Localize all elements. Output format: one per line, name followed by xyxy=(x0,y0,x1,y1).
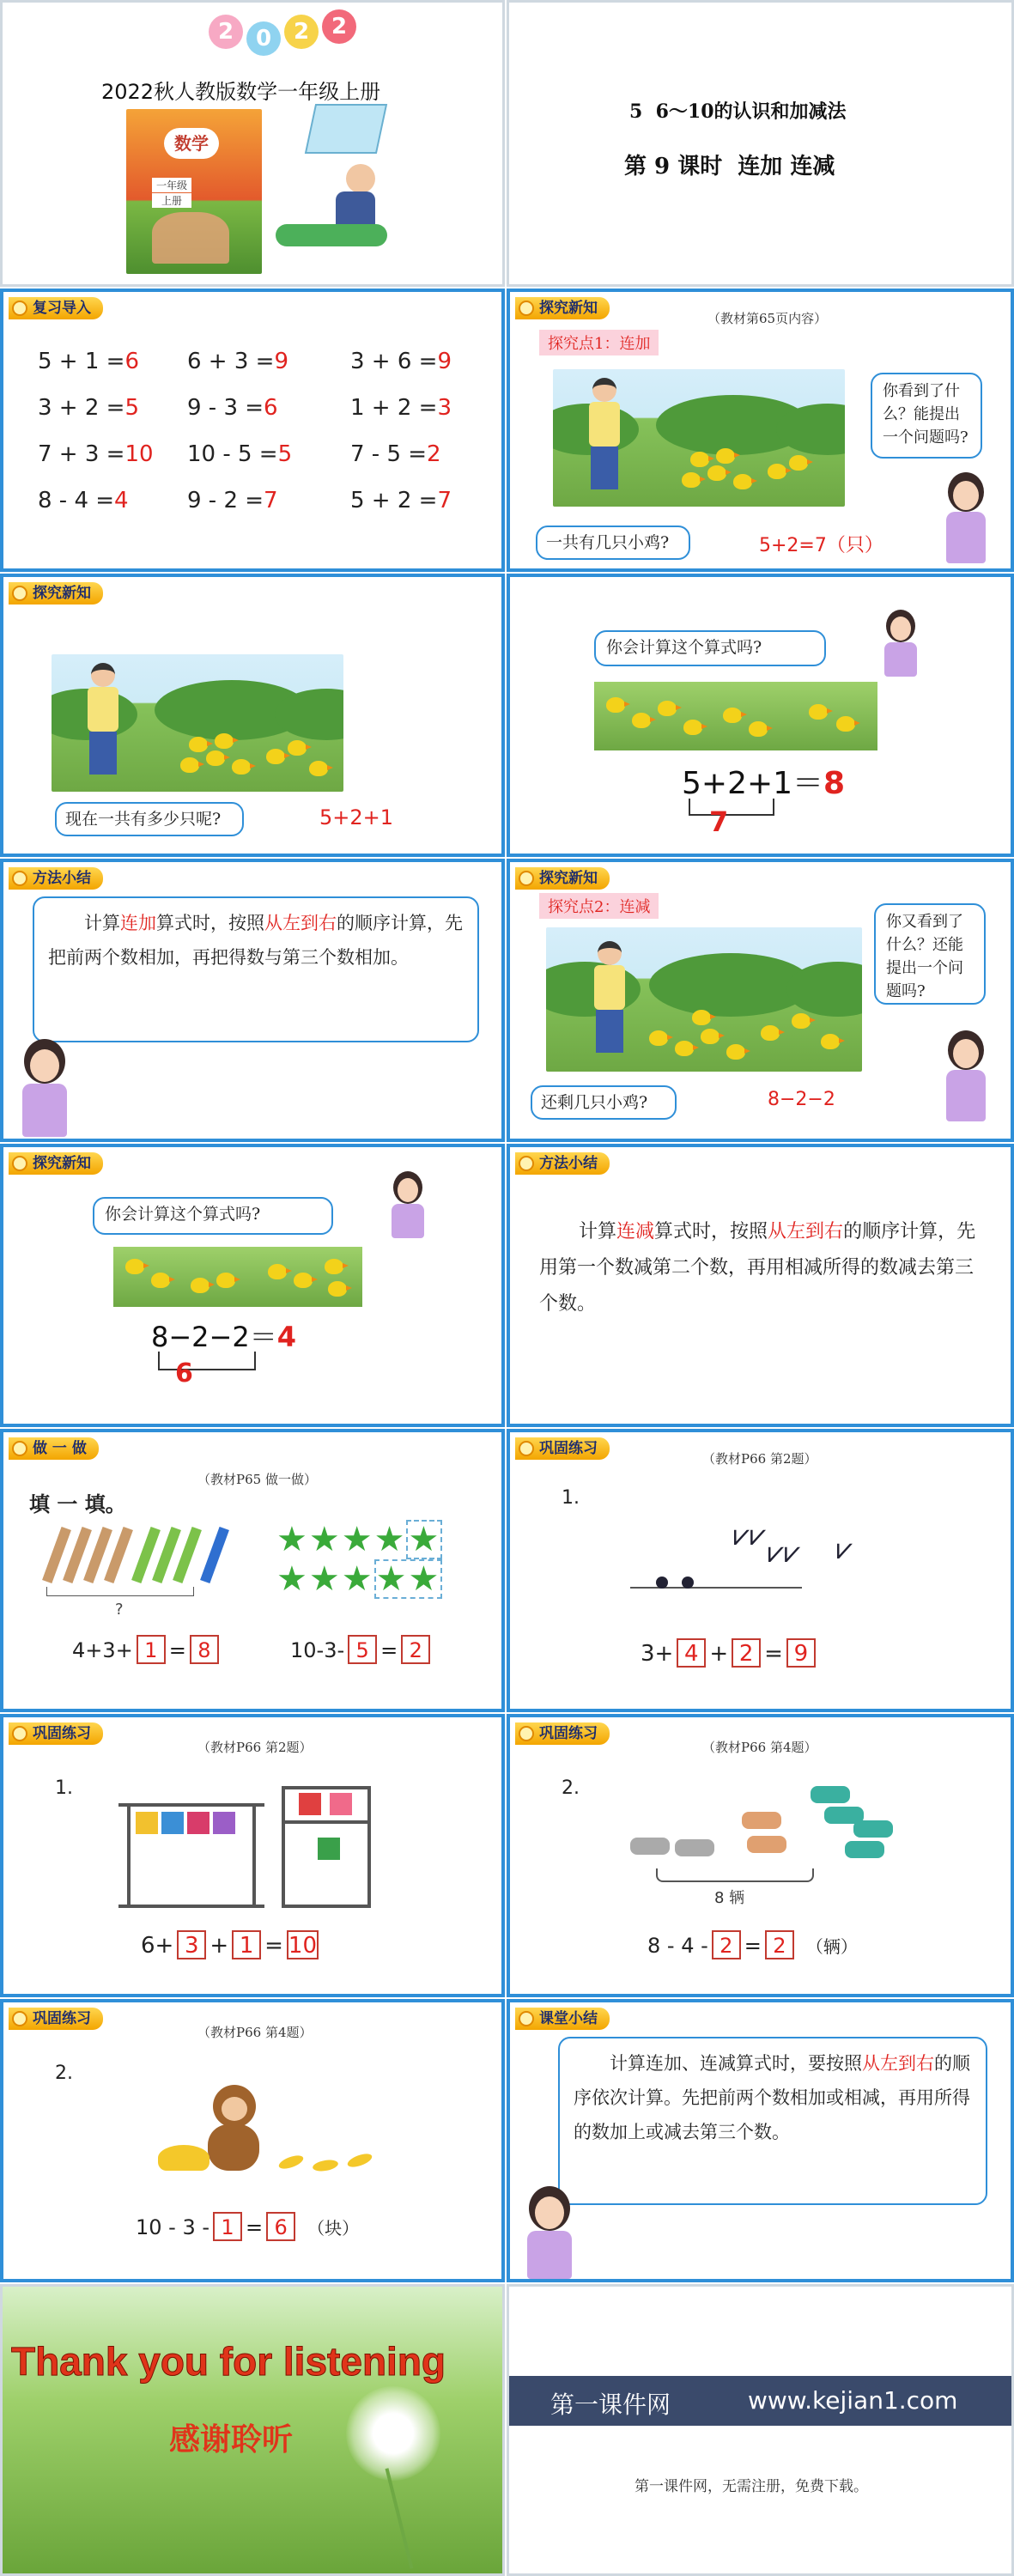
answer-box: 2 xyxy=(401,1635,430,1664)
equation: 6+ 3 + 1 = 10 xyxy=(141,1930,322,1959)
slide-review xyxy=(0,289,505,572)
thanks-english: Thank you for listening xyxy=(11,2339,446,2384)
expression-text xyxy=(151,1315,296,1355)
boy-figure xyxy=(86,663,120,783)
textbook-reference: （教材P66 第4题） xyxy=(197,2025,313,2040)
expression-text: 8−2−2 xyxy=(768,1089,835,1110)
site-footer xyxy=(507,2284,1014,2576)
thanks-chinese: 感谢聆听 xyxy=(169,2422,294,2458)
slide-method-add xyxy=(0,859,505,1142)
review-equation: 8 - 4 =4 xyxy=(38,488,129,513)
answer-text: 5+2=7（只） xyxy=(759,535,883,556)
question-bubble: 你会计算这个算式吗? xyxy=(594,630,826,666)
answer-box: 2 xyxy=(765,1930,794,1959)
chicks-scene xyxy=(546,927,862,1072)
summary-text: 计算连减算式时，按照从左到右的顺序计算，先用第一个数减第二个数，再用相减所得的数减去第三个数。 xyxy=(539,1221,976,1315)
textbook-cover xyxy=(126,109,262,274)
question-bubble: 你又看到了什么？还能提出一个问题吗? xyxy=(874,903,986,1005)
answer-box: 2 xyxy=(712,1930,741,1959)
girl-figure xyxy=(15,1039,76,1140)
equation-2: 10-3- 5 = 2 xyxy=(290,1635,434,1664)
answer-box: 4 xyxy=(677,1638,706,1668)
review-equation: 9 - 2 =7 xyxy=(187,488,278,513)
dandelion-stem xyxy=(386,2468,414,2568)
section-tag: 巩固练习 xyxy=(9,1722,103,1745)
question-bubble: 现在一共有多少只呢? xyxy=(55,802,244,836)
series-title: 2022秋人教版数学一年级上册 xyxy=(101,80,381,104)
section-tag: 探究新知 xyxy=(515,867,610,890)
textbook-reference: （教材P66 第4题） xyxy=(702,1740,817,1755)
clothes-rack-illustration xyxy=(118,1803,393,1915)
answer-box: 10 xyxy=(287,1930,319,1959)
review-equation: 10 - 5 =5 xyxy=(187,441,293,467)
slide-practice-4 xyxy=(507,1714,1014,1997)
girl-figure xyxy=(386,1171,429,1240)
equation: 3+ 4 + 2 = 9 xyxy=(641,1638,819,1668)
problem-number: 2. xyxy=(55,2063,73,2084)
cars-illustration xyxy=(622,1786,905,1863)
bracket xyxy=(158,1352,256,1370)
review-equation: 7 - 5 =2 xyxy=(350,441,441,467)
section-tag: 探究新知 xyxy=(9,582,103,605)
review-answer: 5 xyxy=(124,395,139,421)
chicks-strip xyxy=(594,682,877,750)
problem-number: 2. xyxy=(562,1777,580,1799)
section-tag: 做 一 做 xyxy=(9,1437,99,1460)
review-equation: 7 + 3 =10 xyxy=(38,441,154,467)
expression-result: 8 xyxy=(823,766,846,801)
slide-method-sub xyxy=(507,1144,1014,1427)
girl-figure xyxy=(879,610,922,678)
textbook-reference: （教材P65 做一做） xyxy=(197,1472,317,1487)
book-label: 数学 xyxy=(164,128,219,159)
problem-number: 1. xyxy=(55,1777,73,1799)
site-note: 第一课件网，无需注册，免费下载。 xyxy=(635,2478,868,2495)
answer-box: 3 xyxy=(177,1930,206,1959)
cover-left xyxy=(0,0,505,287)
answer-box: 8 xyxy=(190,1635,219,1664)
explore-point-label: 探究点2：连减 xyxy=(539,893,659,919)
question-bubble: 你看到了什么？能提出一个问题吗? xyxy=(871,373,982,459)
year-digit: 2 xyxy=(284,15,319,49)
year-digit: 2 xyxy=(322,9,356,44)
review-answer: 7 xyxy=(437,488,452,513)
slide-practice-3 xyxy=(0,1714,505,1997)
lesson-title: 第 9 课时 连加 连减 xyxy=(624,154,835,179)
slide-explore-4 xyxy=(507,859,1014,1142)
reading-child-illustration xyxy=(276,104,404,258)
slide-explore-5 xyxy=(0,1144,505,1427)
chicks-scene xyxy=(52,654,343,792)
cover-right xyxy=(507,0,1014,287)
slide-explore-2 xyxy=(0,574,505,857)
review-answer: 5 xyxy=(277,441,293,467)
boy-figure xyxy=(592,941,627,1061)
equation-1: 4+3+ 1 = 8 xyxy=(72,1635,222,1664)
question-bubble: 一共有几只小鸡? xyxy=(536,526,690,560)
thanks-slide xyxy=(0,2284,505,2576)
section-tag: 方法小结 xyxy=(9,867,103,890)
review-equation: 6 + 3 =9 xyxy=(187,349,288,374)
review-answer: 9 xyxy=(274,349,288,374)
count-label: 8 辆 xyxy=(714,1889,745,1907)
dandelion-illustration xyxy=(346,2386,440,2481)
review-equation: 5 + 2 =7 xyxy=(350,488,452,513)
answer-box: 6 xyxy=(266,2212,295,2241)
girl-figure xyxy=(939,1030,991,1125)
unit-title: 5 6～10的认识和加减法 xyxy=(629,100,847,123)
book-grade: 一年级 xyxy=(152,178,191,192)
year-badge xyxy=(209,15,356,56)
problem-number: 1. xyxy=(562,1487,580,1509)
section-tag: 方法小结 xyxy=(515,1152,610,1175)
equation: 8 - 4 - 2 = 2 （辆） xyxy=(647,1930,858,1959)
section-tag: 探究新知 xyxy=(9,1152,103,1175)
review-equation: 1 + 2 =3 xyxy=(350,395,452,421)
bracket xyxy=(689,799,774,816)
slide-explore-3 xyxy=(507,574,1014,857)
review-equation: 3 + 2 =5 xyxy=(38,395,139,421)
equation: 10 - 3 - 1 = 6 （块） xyxy=(136,2212,359,2241)
slide-class-summary xyxy=(507,1999,1014,2282)
slide-practice-5 xyxy=(0,1999,505,2282)
section-tag: 巩固练习 xyxy=(515,1437,610,1460)
book-volume: 上册 xyxy=(152,193,191,208)
section-tag: 课堂小结 xyxy=(515,2008,610,2030)
stars-illustration: ★★★★★ ★★★★★ xyxy=(276,1520,441,1599)
pencils-illustration xyxy=(46,1527,235,1595)
review-answer: 3 xyxy=(437,395,452,421)
section-tag: 巩固练习 xyxy=(9,2008,103,2030)
girl-figure xyxy=(939,472,991,567)
explore-point-label: 探究点1：连加 xyxy=(539,330,659,355)
question-bubble: 还剩几只小鸡? xyxy=(531,1085,677,1120)
answer-box: 1 xyxy=(137,1635,166,1664)
year-digit: 2 xyxy=(209,15,243,49)
slide-explore-1 xyxy=(507,289,1014,572)
review-answer: 4 xyxy=(114,488,129,513)
review-answer: 2 xyxy=(427,441,441,467)
review-answer: 7 xyxy=(264,488,278,513)
review-answer: 6 xyxy=(124,349,139,374)
expression-result: 4 xyxy=(276,1321,296,1353)
review-equation: 3 + 6 =9 xyxy=(350,349,452,374)
site-banner xyxy=(509,2376,1011,2426)
answer-box: 9 xyxy=(786,1638,816,1668)
summary-bubble: 计算连加、连减算式时，要按照从左到右的顺序依次计算。先把前两个数相加或相减，再用所得的数加上或减去第三个数。 xyxy=(558,2037,987,2205)
section-tag: 复习导入 xyxy=(9,297,103,319)
slide-practice-1 xyxy=(0,1429,505,1712)
answer-box: 1 xyxy=(232,1930,261,1959)
girl-figure xyxy=(520,2186,580,2281)
monkey-bananas-illustration xyxy=(158,2085,390,2179)
expression-text xyxy=(682,759,845,803)
textbook-reference: （教材P66 第2题） xyxy=(197,1740,313,1755)
textbook-reference: （教材P66 第2题） xyxy=(702,1451,817,1467)
slide-practice-2 xyxy=(507,1429,1014,1712)
review-equation: 9 - 3 =6 xyxy=(187,395,278,421)
swallows-illustration: ⩗⩗ ⩗⩗ ⩗ xyxy=(630,1501,888,1604)
year-digit: 0 xyxy=(246,21,281,56)
brace xyxy=(656,1868,814,1882)
answer-box: 5 xyxy=(348,1635,377,1664)
chicks-strip xyxy=(113,1247,362,1307)
answer-box: 1 xyxy=(213,2212,242,2241)
question-bubble: 你会计算这个算式吗? xyxy=(93,1197,333,1235)
chicks-scene xyxy=(553,369,845,507)
section-tag: 探究新知 xyxy=(515,297,610,319)
review-answer: 10 xyxy=(124,441,154,467)
answer-box: 2 xyxy=(732,1638,761,1668)
expression-body: 8−2−2＝ xyxy=(151,1321,277,1353)
review-equation: 5 + 1 =6 xyxy=(38,349,139,374)
site-url[interactable]: www.kejian1.com xyxy=(748,2386,958,2415)
textbook-reference: （教材第65页内容） xyxy=(707,311,828,326)
question-mark: ? xyxy=(115,1601,124,1619)
task-heading: 填 一 填。 xyxy=(29,1492,126,1516)
section-tag: 巩固练习 xyxy=(515,1722,610,1745)
partial-result: 7 xyxy=(709,805,729,838)
book-children-illustration xyxy=(152,212,229,264)
site-name: 第一课件网 xyxy=(550,2391,671,2419)
expression-body: 5+2+1＝ xyxy=(682,766,824,801)
review-answer: 6 xyxy=(264,395,278,421)
review-answer: 9 xyxy=(437,349,452,374)
boy-figure xyxy=(587,378,622,498)
summary-bubble: 计算连加算式时，按照从左到右的顺序计算，先把前两个数相加，再把得数与第三个数相加。 xyxy=(33,896,479,1042)
partial-result: 6 xyxy=(175,1358,193,1388)
expression-text: 5+2+1 xyxy=(319,805,394,829)
